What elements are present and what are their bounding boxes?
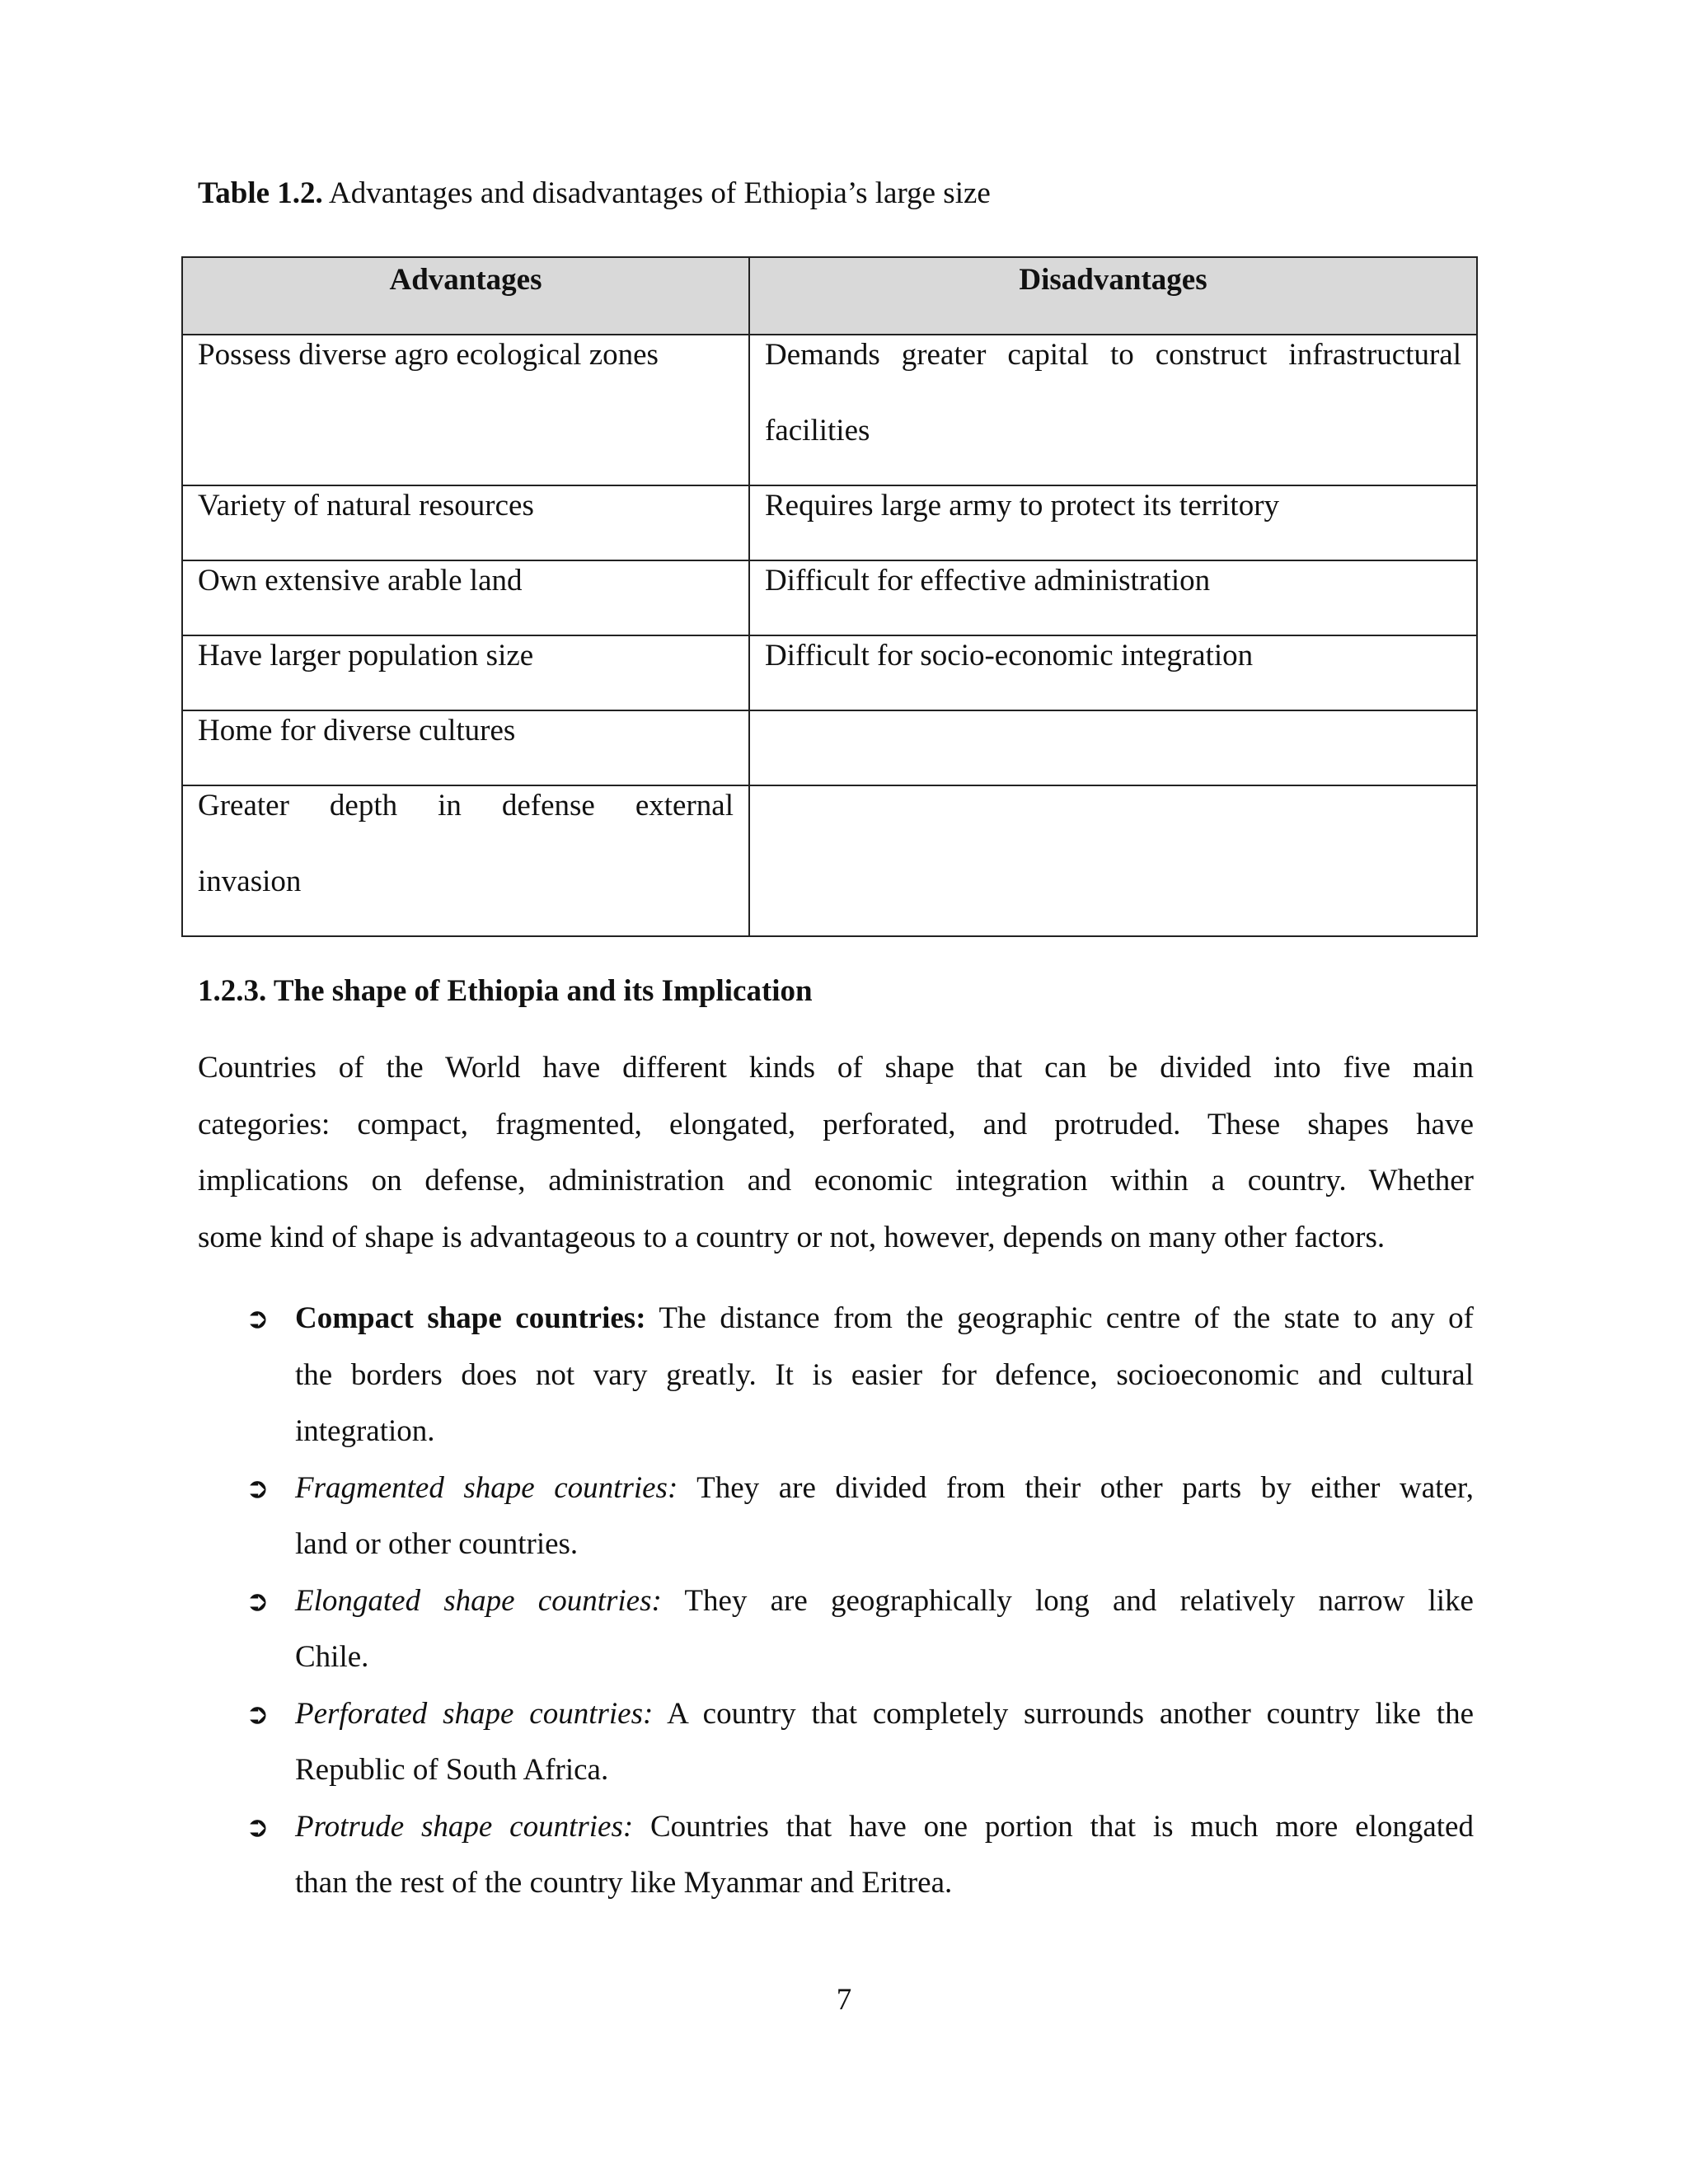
list-item-text: They are divided from their other parts by either water,: [678, 1470, 1474, 1505]
arrow-bullet-icon: ➲: [246, 1302, 270, 1335]
table-caption-text: Advantages and disadvantages of Ethiopia’s large size: [322, 176, 991, 210]
arrow-bullet-icon: ➲: [246, 1810, 270, 1844]
disadvantage-cell: [749, 785, 1477, 936]
cell-text: facilities: [765, 414, 870, 448]
cell-text: Demands greater capital to construct infrastructural: [765, 338, 1461, 372]
cell-text: Difficult for effective administration: [765, 564, 1211, 598]
header-advantages: Advantages: [182, 257, 749, 335]
list-item-line: than the rest of the country like Myanmar and Eritrea.: [295, 1866, 953, 1900]
disadvantage-cell: [749, 635, 1477, 710]
list-item-line: [295, 1460, 1474, 1517]
table-row: [182, 335, 1477, 485]
list-item-term: Elongated shape countries:: [295, 1583, 662, 1618]
list-item-line: Republic of South Africa.: [295, 1753, 609, 1787]
advantage-cell: [182, 785, 749, 936]
page-number: 7: [836, 1983, 852, 2017]
paragraph-line: categories: compact, fragmented, elongated, perforated, and protruded. These shapes have: [198, 1107, 1474, 1141]
list-item-line: [295, 1291, 1474, 1347]
arrow-bullet-icon: ➲: [246, 1697, 270, 1731]
list-item-line: [295, 1799, 1474, 1856]
disadvantage-cell: [749, 335, 1477, 485]
list-item: [198, 1291, 1474, 1460]
list-item-text: They are geographically long and relatively narrow like: [661, 1583, 1474, 1618]
paragraph-line: implications on defense, administration and economic integration within a country. Whether: [198, 1164, 1474, 1197]
shape-types-list: [198, 1291, 1474, 1912]
list-item-term: Perforated shape countries:: [295, 1696, 654, 1731]
cell-text: Requires large army to protect its territory: [765, 489, 1280, 523]
list-item-line: the borders does not vary greatly. It is easier for defence, socioeconomic and cultural: [295, 1357, 1474, 1392]
list-item-term: Compact shape countries:: [295, 1301, 646, 1335]
paragraph-line: some kind of shape is advantageous to a country or not, however, depends on many other factors.: [198, 1220, 1386, 1254]
list-item-text: The distance from the geographic centre of the state to any of: [645, 1301, 1474, 1335]
cell-text: Have larger population size: [198, 639, 534, 673]
list-item-line: [295, 1686, 1474, 1743]
cell-text: Variety of natural resources: [198, 489, 534, 523]
arrow-bullet-icon: ➲: [246, 1584, 270, 1618]
list-item-line: integration.: [295, 1414, 435, 1448]
list-item: [198, 1686, 1474, 1799]
header-disadvantages: Disadvantages: [749, 257, 1477, 335]
list-item: [198, 1799, 1474, 1912]
section-heading: 1.2.3. The shape of Ethiopia and its Implication: [198, 974, 813, 1008]
list-item-text: A country that completely surrounds another country like the: [653, 1696, 1474, 1731]
cell-text: Difficult for socio-economic integration: [765, 639, 1254, 673]
list-item-line: [295, 1573, 1474, 1630]
list-item-term: Protrude shape countries:: [295, 1809, 634, 1844]
paragraph-line: Countries of the World have different kinds of shape that can be divided into five main: [198, 1051, 1474, 1085]
cell-text: invasion: [198, 865, 302, 898]
list-item-term: Fragmented shape countries:: [295, 1470, 678, 1505]
cell-text: Home for diverse cultures: [198, 714, 516, 748]
list-item-line: Chile.: [295, 1640, 369, 1674]
cell-text: Own extensive arable land: [198, 564, 523, 598]
list-item: [198, 1573, 1474, 1686]
cell-text: Greater depth in defense external: [198, 789, 734, 823]
cell-text: Possess diverse agro ecological zones: [198, 338, 659, 372]
table-row: [182, 785, 1477, 936]
table-caption-label: Table 1.2.: [198, 176, 323, 210]
section-paragraph: [198, 1040, 1474, 1266]
list-item-line: land or other countries.: [295, 1527, 579, 1561]
table-caption: [198, 169, 991, 218]
list-item: [198, 1460, 1474, 1573]
list-item-text: Countries that have one portion that is much more elongated: [633, 1809, 1474, 1844]
disadvantage-cell: [749, 710, 1477, 785]
advantage-cell: [182, 335, 749, 485]
arrow-bullet-icon: ➲: [246, 1471, 270, 1505]
advantages-table: [181, 256, 1478, 937]
